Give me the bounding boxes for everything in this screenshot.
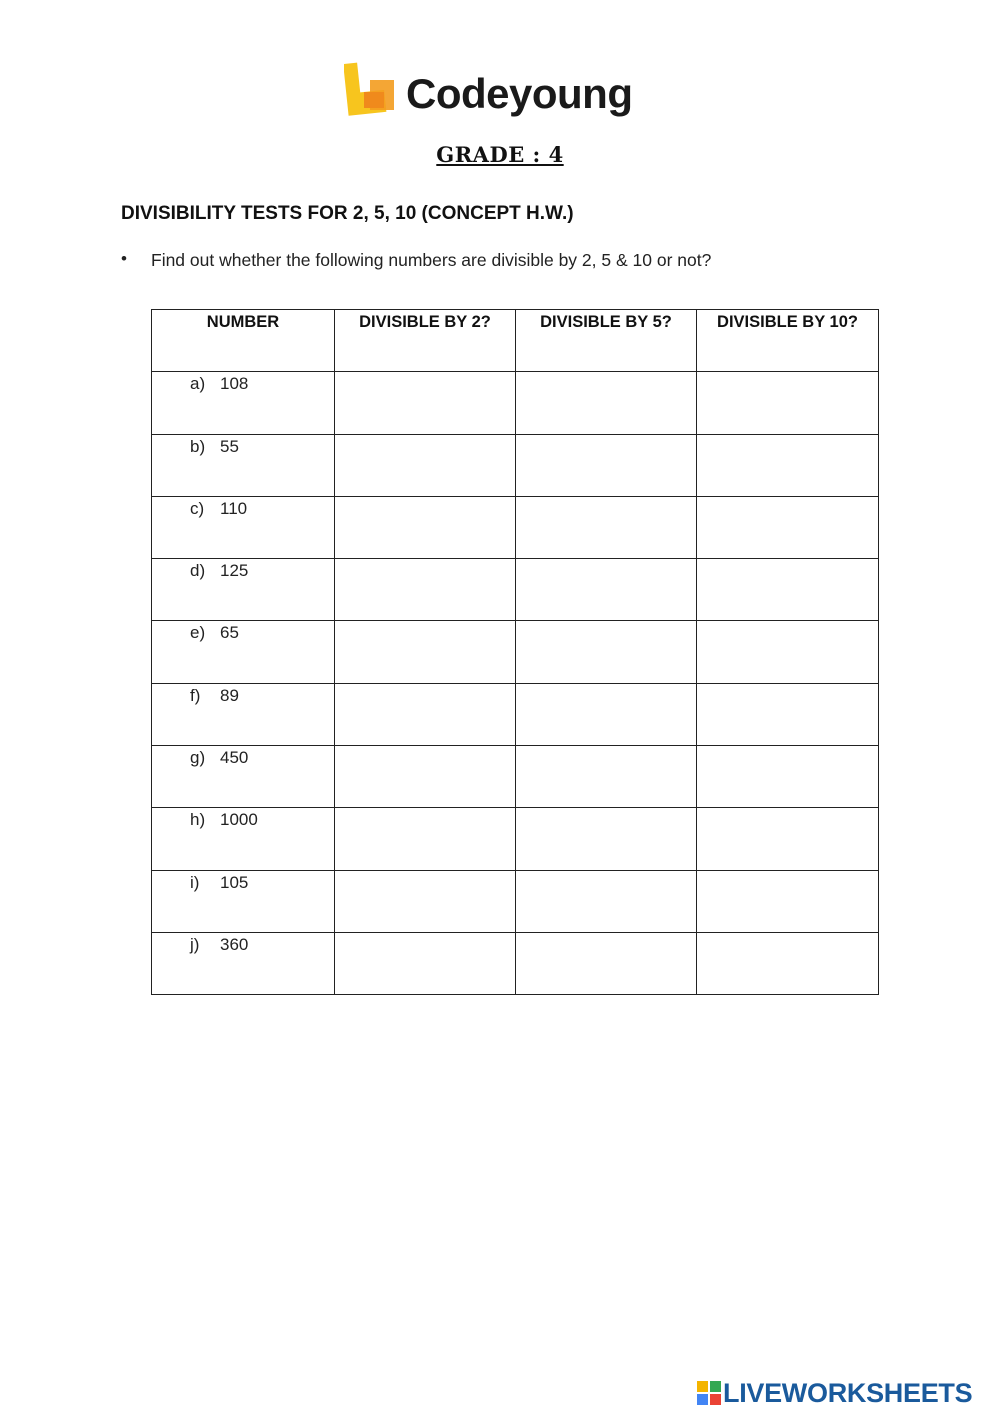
codeyoung-logo-text: Codeyoung [406, 70, 633, 117]
answer-cell-by-2[interactable] [335, 621, 516, 683]
liveworksheets-logo-icon [697, 1381, 721, 1405]
table-row [152, 496, 879, 558]
answer-cell-by-5[interactable] [516, 808, 697, 870]
worksheet-heading: DIVISIBILITY TESTS FOR 2, 5, 10 (CONCEPT H.W.) [121, 203, 574, 224]
table-row [152, 372, 879, 434]
table-row [152, 621, 879, 683]
number-cell [152, 683, 335, 745]
row-label: d) [190, 561, 206, 581]
row-number: 360 [220, 934, 249, 954]
row-number: 105 [220, 872, 249, 892]
answer-cell-by-10[interactable] [697, 870, 879, 932]
liveworksheets-text: LIVEWORKSHEETS [723, 1378, 973, 1408]
row-label: h) [190, 810, 206, 830]
row-number: 89 [220, 685, 239, 705]
number-cell [152, 372, 335, 434]
answer-cell-by-2[interactable] [335, 870, 516, 932]
answer-cell-by-5[interactable] [516, 683, 697, 745]
table-header-row [152, 310, 879, 372]
number-cell [152, 870, 335, 932]
column-header-divisible-by-5: DIVISIBLE BY 5? [516, 310, 697, 372]
instruction-text: Find out whether the following numbers are divisible by 2, 5 & 10 or not? [151, 250, 712, 270]
row-label: j) [190, 934, 200, 954]
table-row [152, 683, 879, 745]
column-header-divisible-by-2: DIVISIBLE BY 2? [335, 310, 516, 372]
answer-cell-by-2[interactable] [335, 496, 516, 558]
column-header-number: NUMBER [152, 310, 335, 372]
answer-cell-by-2[interactable] [335, 683, 516, 745]
table-row [152, 559, 879, 621]
table-row [152, 870, 879, 932]
answer-cell-by-10[interactable] [697, 496, 879, 558]
answer-cell-by-2[interactable] [335, 434, 516, 496]
answer-cell-by-5[interactable] [516, 746, 697, 808]
liveworksheets-watermark [697, 1378, 995, 1408]
row-label: a) [190, 374, 206, 394]
row-number: 110 [220, 498, 248, 518]
number-cell [152, 932, 335, 994]
answer-cell-by-2[interactable] [335, 808, 516, 870]
answer-cell-by-5[interactable] [516, 434, 697, 496]
codeyoung-logo [344, 62, 664, 122]
row-number: 1000 [220, 810, 258, 830]
answer-cell-by-2[interactable] [335, 746, 516, 808]
number-cell [152, 808, 335, 870]
divisibility-table [151, 309, 879, 995]
answer-cell-by-10[interactable] [697, 559, 879, 621]
codeyoung-logo-mark-icon [344, 62, 396, 118]
grade-title: GRADE : 4 [436, 142, 564, 167]
answer-cell-by-5[interactable] [516, 870, 697, 932]
row-number: 65 [220, 623, 239, 643]
answer-cell-by-5[interactable] [516, 496, 697, 558]
answer-cell-by-2[interactable] [335, 932, 516, 994]
table-row [152, 746, 879, 808]
row-label: b) [190, 436, 206, 456]
row-label: f) [190, 685, 201, 705]
number-cell [152, 434, 335, 496]
answer-cell-by-10[interactable] [697, 808, 879, 870]
answer-cell-by-2[interactable] [335, 559, 516, 621]
answer-cell-by-5[interactable] [516, 372, 697, 434]
number-cell [152, 746, 335, 808]
answer-cell-by-10[interactable] [697, 746, 879, 808]
answer-cell-by-5[interactable] [516, 932, 697, 994]
row-number: 125 [220, 561, 249, 581]
bullet-icon: • [121, 249, 127, 268]
answer-cell-by-10[interactable] [697, 434, 879, 496]
table-row [152, 932, 879, 994]
row-number: 450 [220, 748, 249, 768]
row-number: 55 [220, 436, 239, 456]
answer-cell-by-10[interactable] [697, 932, 879, 994]
row-label: i) [190, 872, 200, 892]
answer-cell-by-5[interactable] [516, 559, 697, 621]
row-label: g) [190, 748, 206, 768]
answer-cell-by-2[interactable] [335, 372, 516, 434]
number-cell [152, 496, 335, 558]
column-header-divisible-by-10: DIVISIBLE BY 10? [697, 310, 879, 372]
number-cell [152, 559, 335, 621]
table-row [152, 434, 879, 496]
answer-cell-by-10[interactable] [697, 372, 879, 434]
table-row [152, 808, 879, 870]
answer-cell-by-5[interactable] [516, 621, 697, 683]
number-cell [152, 621, 335, 683]
row-number: 108 [220, 374, 249, 394]
row-label: e) [190, 623, 206, 643]
answer-cell-by-10[interactable] [697, 683, 879, 745]
row-label: c) [190, 498, 205, 518]
answer-cell-by-10[interactable] [697, 621, 879, 683]
